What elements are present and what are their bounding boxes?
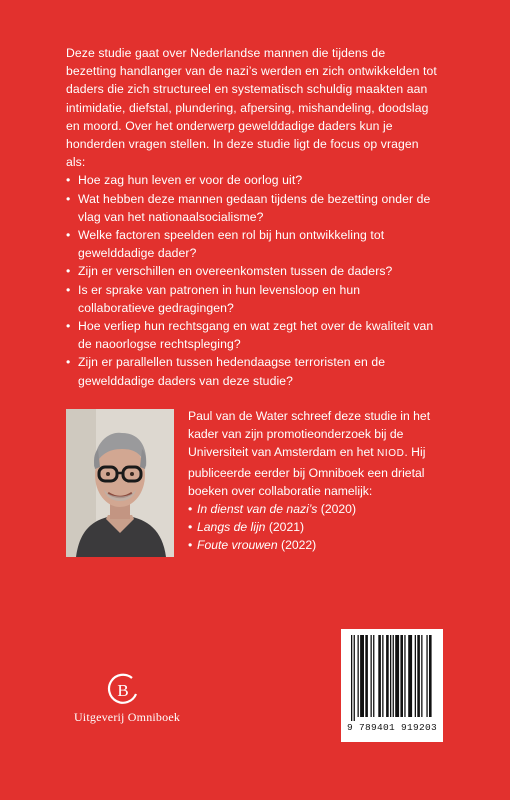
question-item: • Zijn er parallellen tussen hedendaagse terroristen en de gewelddadige daders van deze studie? [66, 353, 438, 389]
intro-paragraph: Deze studie gaat over Nederlandse mannen die tijdens de bezetting handlanger van de nazi’s werden en zich ontwikkelden tot daders die zich structureel en systematisch schuldig maakten aan intimidatie, diefstal, plundering, afpersing, mishandeling, doodslag en moord. Over het onderwerp gewelddadige daders kun je honderden vragen stellen. In deze studie ligt de focus op vragen als: [66, 46, 437, 170]
barcode-bars [349, 635, 435, 721]
publisher-name: Uitgeverij Omniboek [73, 710, 181, 724]
bio-text-2: . Hij publiceerde eerder bij Omniboek een drietal boeken over collaboratie namelijk: [188, 445, 426, 498]
book-item [188, 500, 438, 518]
barcode-bar [365, 635, 368, 717]
barcode-bar [426, 635, 427, 717]
barcode-bar [378, 635, 381, 717]
book-item [188, 518, 438, 536]
barcode-bar [415, 635, 416, 717]
question-item: • Hoe zag hun leven er voor de oorlog uit? [66, 171, 438, 189]
question-item: • Wat hebben deze mannen gedaan tijdens de bezetting onder de vlag van het nationaalsocialisme? [66, 190, 438, 226]
barcode-bar [404, 635, 405, 717]
author-photo [66, 409, 174, 557]
barcode-digits: 9 789401 919203 [346, 722, 437, 733]
intro-text-block [66, 44, 438, 390]
author-bio [188, 407, 438, 555]
question-item: • Hoe verliep hun rechtsgang en wat zegt het over de kwaliteit van de naoorlogse rechtspleging? [66, 317, 438, 353]
book-title: Langs de lijn [197, 520, 266, 535]
question-item: • Welke factoren speelden een rol bij hun ontwikkeling tot gewelddadige dader? [66, 226, 438, 262]
niod-abbreviation: NIOD [377, 448, 405, 460]
barcode-bar [417, 635, 420, 717]
barcode-bar [371, 635, 372, 717]
barcode-bar [386, 635, 389, 717]
book-year: (2021) [268, 520, 305, 535]
book-title: Foute vrouwen [197, 538, 278, 553]
book-title: In dienst van de nazi’s [197, 502, 318, 517]
barcode-bar [358, 635, 359, 717]
barcode-bar [390, 635, 391, 717]
barcode-bar [382, 635, 383, 717]
barcode-bar [360, 635, 364, 717]
barcode-bar [395, 635, 399, 717]
barcode-bar [351, 635, 352, 721]
barcode-bar [354, 635, 355, 721]
publisher-logo-icon [106, 672, 140, 708]
question-item: • Is er sprake van patronen in hun levensloop en hun collaboratieve gedragingen? [66, 281, 438, 317]
question-list [66, 171, 438, 389]
barcode-bar [373, 635, 374, 717]
barcode-bar [421, 635, 422, 717]
book-list [188, 500, 438, 555]
bio-text-1: Paul van de Water schreef deze studie in het kader van zijn promotieonderzoek bij de Universiteit van Amsterdam en het [188, 409, 431, 460]
barcode-bar [400, 635, 403, 717]
book-item [188, 536, 438, 554]
publisher-logo-letter: B [117, 681, 129, 700]
isbn-barcode [341, 629, 443, 742]
book-year: (2020) [320, 502, 357, 517]
bio-paragraph [188, 407, 438, 500]
question-item: • Zijn er verschillen en overeenkomsten tussen de daders? [66, 262, 438, 280]
book-year: (2022) [281, 538, 317, 553]
barcode-bar [408, 635, 412, 717]
barcode-bar [429, 635, 432, 717]
barcode-bar [393, 635, 394, 717]
